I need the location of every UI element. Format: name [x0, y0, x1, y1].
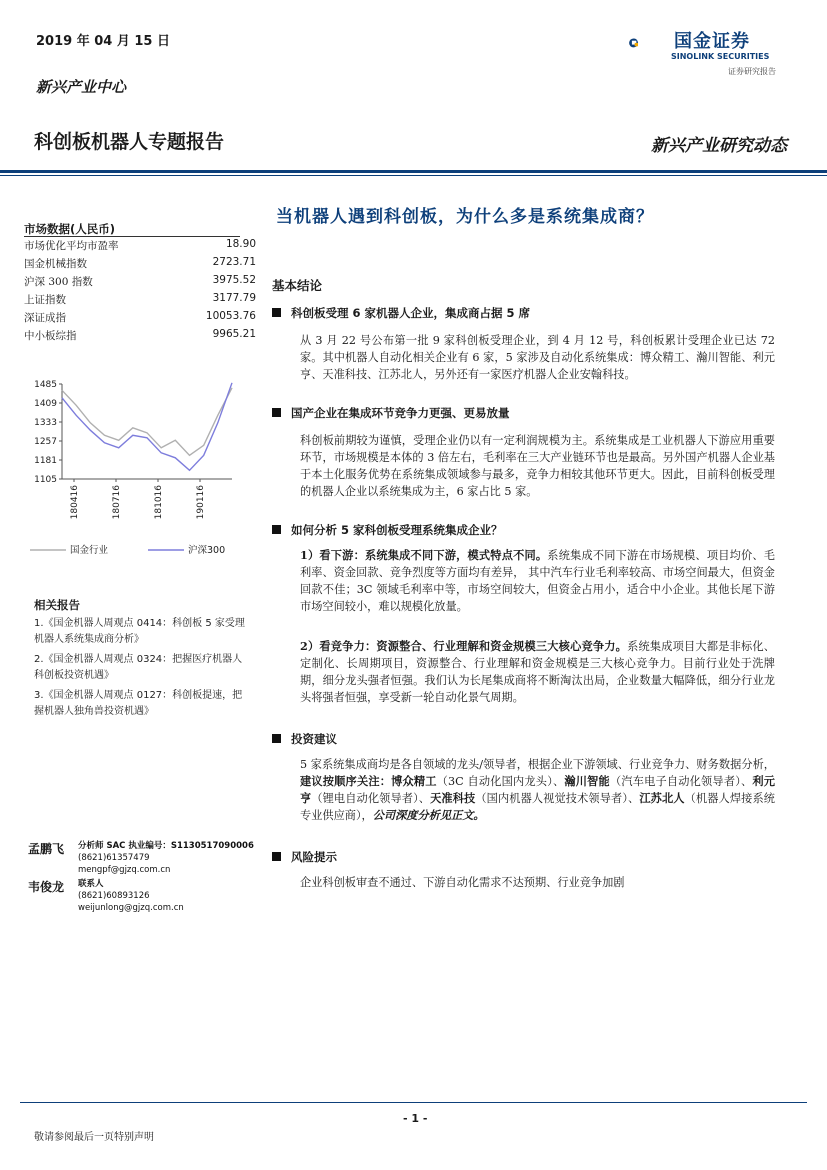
text-run-bold: 利元亨 [300, 774, 775, 805]
section-heading-1 [272, 305, 530, 321]
square-bullet-icon [272, 525, 281, 534]
square-bullet-icon [272, 308, 281, 317]
section-heading-3 [272, 522, 503, 538]
analyst-email[interactable]: weijunlong@gjzq.com.cn [78, 903, 184, 913]
text-run-bold: 江苏北人 [639, 791, 685, 805]
y-tick-label: 1257 [34, 437, 57, 447]
section-body-2: 科创板前期较为谨慎，受理企业仍以有一定利润规模为主。系统集成是工业机器人下游应用重要环节，市场规模是本体的 3 倍左右，毛利率在三大产业链环节也是最高。另外国产机器人企业基于本土化服务优势在系统集成领域参与最多，竞争力相较其他环节更大。因此，目前科创板受理的机器人企业以系统集成为主，6 家占比 5 家。 [300, 434, 775, 498]
market-value: 10053.76 [205, 310, 256, 322]
section-body-3a [300, 547, 775, 615]
report-type: 新兴产业研究动态 [651, 136, 787, 156]
square-bullet-icon [272, 852, 281, 861]
related-reports-title: 相关报告 [34, 598, 80, 612]
y-tick-label: 1485 [34, 380, 57, 390]
market-data-divider [24, 236, 240, 237]
logo-name-en: SINOLINK SECURITIES [671, 52, 770, 61]
analyst-cert: 分析师 SAC 执业编号：S1130517090006 [78, 841, 254, 851]
market-row [24, 310, 256, 328]
section-heading-text: 投资建议 [291, 732, 337, 746]
market-row [24, 328, 256, 346]
y-tick-label: 1105 [34, 475, 57, 485]
analyst-name: 韦俊龙 [28, 880, 65, 894]
analyst-phone: (8621)61357479 [78, 853, 150, 863]
analyst-role: 联系人 [78, 879, 104, 889]
market-label: 沪深 300 指数 [24, 276, 93, 288]
section-heading-text: 国产企业在集成环节竞争力更强、更易放量 [291, 406, 510, 420]
section-heading-4 [272, 731, 337, 747]
market-label: 上证指数 [24, 294, 66, 306]
x-tick-label: 181016 [154, 485, 164, 520]
market-value: 18.90 [225, 238, 256, 250]
text-run: 5 家系统集成商均是各自领域的龙头/领导者，根据企业下游领域、行业竞争力、财务数据分析， [300, 758, 775, 771]
text-run: （国内机器人视觉技术领导者）、 [475, 792, 640, 805]
legend-label: 国金行业 [70, 545, 109, 556]
text-run-bold: 瀚川智能 [564, 774, 610, 788]
square-bullet-icon [272, 408, 281, 417]
subpoint-body: 系统集成项目大都是非标化、定制化、长周期项目，资源整合、行业理解和资金规模是三大核心竞争力。目前行业处于洗牌期，细分龙头强者恒强。我们认为长尾集成商将不断淘汰出局，企业数量大幅降低，细分行业龙头将强者恒强，享受新一轮自动化景气周期。 [300, 640, 775, 704]
text-run-bold: 天准科技 [430, 791, 476, 805]
section-heading-2 [272, 405, 510, 421]
subpoint-title: 1）看下游：系统集成不同下游，模式特点不同。 [300, 548, 548, 562]
section-title-conclusion: 基本结论 [272, 278, 323, 293]
analyst-phone: (8621)60893126 [78, 891, 150, 901]
text-run: （锂电自动化领导者）、 [311, 792, 431, 805]
market-value: 3975.52 [212, 274, 256, 286]
section-heading-text: 如何分析 5 家科创板受理系统集成企业？ [291, 523, 503, 537]
report-title: 科创板机器人专题报告 [34, 131, 225, 153]
market-label: 市场优化平均市盈率 [24, 240, 119, 252]
square-bullet-icon [272, 734, 281, 743]
page-number: - 1 - [403, 1112, 428, 1125]
section-body-3b [300, 638, 775, 706]
text-run-bold: 建议按顺序关注：博众精工 [300, 774, 437, 788]
section-heading-text: 科创板受理 6 家机器人企业，集成商占据 5 席 [291, 306, 531, 320]
main-headline: 当机器人遇到科创板，为什么多是系统集成商？ [276, 207, 654, 227]
text-run: （汽车电子自动化领导者）、 [609, 775, 753, 788]
market-label: 深证成指 [24, 312, 66, 324]
series-line [62, 383, 232, 471]
y-tick-label: 1181 [34, 456, 57, 466]
market-label: 国金机械指数 [24, 258, 87, 270]
sinolink-logo-icon [628, 25, 674, 65]
analyst-email[interactable]: mengpf@gjzq.com.cn [78, 865, 171, 875]
market-value: 2723.71 [212, 256, 256, 268]
section-body-1: 从 3 月 22 号公布第一批 9 家科创板受理企业，到 4 月 12 号，科创板累计受理企业已达 72 家。其中机器人自动化相关企业有 6 家，5 家涉及自动化系统集成：博众精工、瀚川智能、利元亨、天准科技、江苏北人，另外还有一家医疗机器人企业安翰科技。 [300, 334, 775, 381]
section-body-4 [300, 756, 775, 824]
section-heading-5 [272, 849, 337, 865]
x-tick-label: 180716 [112, 485, 122, 520]
footer-disclaimer: 敬请参阅最后一页特别声明 [34, 1132, 154, 1143]
market-value: 3177.79 [212, 292, 256, 304]
market-row [24, 238, 256, 256]
analyst-contact [78, 840, 254, 876]
x-tick-label: 190116 [196, 485, 206, 520]
section-body-5: 企业科创板审查不通过、下游自动化需求不达预期、行业竞争加剧 [300, 876, 625, 889]
text-run: （机器人焊接系统专业供应商）， [300, 792, 775, 822]
y-tick-label: 1333 [34, 418, 57, 428]
market-row [24, 256, 256, 274]
logo-name-cn: 国金证券 [674, 31, 750, 52]
market-data-title: 市场数据(人民币) [24, 222, 116, 236]
market-label: 中小板综指 [24, 330, 77, 342]
market-value: 9965.21 [212, 328, 256, 340]
series-line [62, 388, 232, 456]
index-line-chart [20, 368, 240, 558]
related-report-item[interactable]: 3.《国金机器人周观点 0127：科创板提速，把握机器人独角兽投资机遇》 [34, 690, 243, 717]
text-run: （3C 自动化国内龙头）、 [436, 775, 565, 788]
footer-divider [20, 1102, 807, 1103]
legend-label: 沪深300 [188, 545, 226, 556]
report-date: 2019 年 04 月 15 日 [36, 34, 170, 49]
analyst-name: 孟鹏飞 [28, 842, 65, 856]
analyst-contact [78, 878, 184, 914]
header-divider [0, 170, 827, 173]
section-heading-text: 风险提示 [291, 850, 337, 864]
related-report-item[interactable]: 1.《国金机器人周观点 0414：科创板 5 家受理机器人系统集成商分析》 [34, 618, 245, 645]
header-divider-thin [0, 175, 827, 176]
market-row [24, 274, 256, 292]
x-tick-label: 180416 [70, 485, 80, 520]
subpoint-title: 2）看竞争力：资源整合、行业理解和资金规模三大核心竞争力。 [300, 639, 628, 653]
text-run-bold: 公司深度分析见正文。 [372, 808, 485, 822]
research-center: 新兴产业中心 [36, 78, 127, 96]
market-row [24, 292, 256, 310]
logo-subtitle: 证券研究报告 [728, 67, 776, 76]
subpoint-body: 系统集成不同下游在市场规模、项目均价、毛利率、资金回款、竞争烈度等方面均有差异， 其中汽车行业毛利率较高、市场空间最大，但资金回款不佳；3C 领域毛利率中等，市场空间较大，但资金占用小，适合中小企业。其他长尾下游市场空间较小，难以规模化放量。 [300, 549, 775, 613]
related-report-item[interactable]: 2.《国金机器人周观点 0324：把握医疗机器人科创板投资机遇》 [34, 654, 243, 681]
y-tick-label: 1409 [34, 399, 57, 409]
